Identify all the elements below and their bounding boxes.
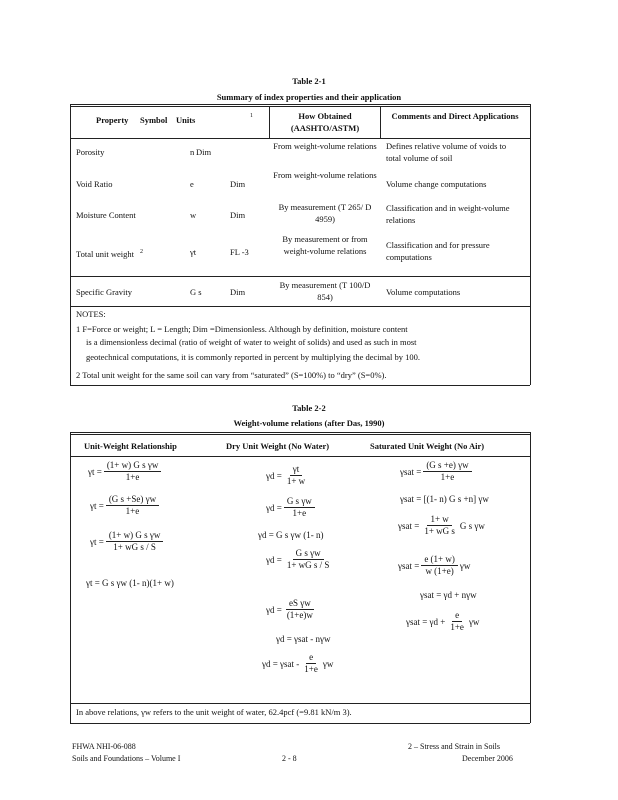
- property-label: Total unit weight: [76, 248, 134, 259]
- symbol-cell: n: [190, 147, 195, 157]
- equation-dry-unit-weight: γd = $\frac{\gamma t}{1+ w}$: [266, 464, 306, 486]
- units-cell: Dim: [230, 179, 246, 189]
- how-cell: By measurement (T 100/D 854): [279, 280, 371, 302]
- equation-saturated-unit-weight: γsat = $\frac{\text{(G s +e) γw}}{1+e}$: [400, 460, 474, 483]
- footer-right-1: 2 – Stress and Strain in Soils: [408, 742, 501, 751]
- equation-dry-unit-weight: γd = γsat - $\frac{e}{1+e}$ γw: [262, 652, 334, 674]
- equation-unit-weight: γt = G s γw (1- n)(1+ w): [86, 578, 174, 588]
- units-cell: Dim: [196, 147, 212, 157]
- equation-saturated-unit-weight: γsat = γd + nγw: [420, 590, 477, 600]
- header-property: Property: [96, 115, 129, 125]
- symbol-cell: γt: [190, 247, 197, 257]
- footer-left-2: Soils and Foundations – Volume I: [72, 754, 181, 763]
- units-cell: Dim: [230, 210, 246, 220]
- header-unit-weight: Unit-Weight Relationship: [84, 441, 177, 451]
- comments-cell: Classification and in weight-volume relations: [386, 203, 510, 225]
- units-cell: FL -3: [230, 247, 249, 257]
- symbol-cell: e: [190, 179, 194, 189]
- equation-unit-weight: γt = $\frac{\text{(1+ w) G s γw}}{\text{1+ wG s / S}}$: [90, 530, 165, 553]
- table-row-porosity: Porosity: [76, 147, 105, 157]
- table1-label: Table 2-1: [292, 76, 326, 86]
- header-dry: Dry Unit Weight (No Water): [226, 441, 330, 451]
- equation-unit-weight: γt = $\frac{\text{(G s +Se) γw}}{1+e}$: [90, 494, 161, 517]
- equation-saturated-unit-weight: γsat = $\frac{e (1+ w)}{w (1+e)}$ γw: [398, 554, 471, 576]
- equation-dry-unit-weight: γd = $\frac{\text{G s γw}}{\text{1+ wG s / S}}$: [266, 548, 330, 570]
- header-comments: Comments and Direct Applications: [391, 111, 519, 121]
- header-how-obtained: How Obtained (AASHTO/ASTM): [290, 111, 360, 133]
- comments-cell: Volume computations: [386, 287, 461, 297]
- equation-saturated-unit-weight: γsat = γd + $\frac{e}{1+e}$ γw: [406, 610, 480, 632]
- header-saturated: Saturated Unit Weight (No Air): [370, 441, 485, 451]
- comments-cell: Classification and for pressure computations: [386, 240, 490, 262]
- table2-label: Table 2-2: [292, 403, 326, 413]
- equation-dry-unit-weight: γd = $\frac{\text{G s γw}}{1+e}$: [266, 496, 317, 519]
- table1-title: Summary of index properties and their application: [216, 92, 402, 102]
- how-cell: By measurement (T 265/ D 4959): [278, 202, 372, 224]
- symbol-cell: w: [190, 210, 197, 220]
- comments-cell: Volume change computations: [386, 179, 487, 189]
- equation-saturated-unit-weight: γsat = $\frac{1+ w}{\text{1+ wG s}}$ G s γw: [398, 514, 485, 536]
- notes-title: NOTES:: [76, 309, 106, 319]
- how-cell: By measurement or from weight-volume relations: [282, 234, 368, 256]
- header-units: Units: [176, 115, 196, 125]
- symbol-cell: G s: [190, 287, 202, 297]
- footer-left-1: FHWA NHI-06-088: [72, 742, 136, 751]
- footer-page-number: 2 - 8: [282, 754, 297, 763]
- table-row-void-ratio: Void Ratio: [76, 179, 113, 189]
- equation-dry-unit-weight: γd = G s γw (1- n): [258, 530, 324, 540]
- note-line: 1 F=Force or weight; L = Length; Dim =Dimensionless. Although by definition, moisture content: [76, 324, 408, 334]
- note-line: geotechnical computations, it is commonly reported in percent by multiplying the decimal by 100.: [86, 352, 421, 362]
- footer-right-2: December 2006: [462, 754, 513, 763]
- units-cell: Dim: [230, 287, 246, 297]
- equation-saturated-unit-weight: γsat = [(1- n) G s +n] γw: [400, 494, 489, 504]
- header-symbol: Symbol: [140, 115, 168, 125]
- table2-footnote: In above relations, γw refers to the unit weight of water, 62.4pcf (=9.81 kN/m 3).: [76, 707, 352, 717]
- how-cell: From weight-volume relations: [273, 170, 377, 180]
- note-line: 2 Total unit weight for the same soil can vary from “saturated” (S=100%) to “dry” (S=0%).: [76, 370, 387, 380]
- table-row-specific-gravity: Specific Gravity: [76, 287, 132, 297]
- property-note: 2: [139, 249, 143, 255]
- equation-dry-unit-weight: γd = $\frac{\text{eS γw}}{(1+e)w}$: [266, 598, 313, 620]
- equation-dry-unit-weight: γd = γsat - nγw: [276, 634, 331, 644]
- equation-unit-weight: γt = $\frac{\text{(1+ w) G s γw}}{1+e}$: [88, 460, 163, 483]
- table-row-total-unit-weight: [76, 246, 143, 260]
- comments-cell: Defines relative volume of voids to total volume of soil: [386, 141, 507, 163]
- table-row-moisture-content: Moisture Content: [76, 210, 136, 220]
- table2-title: Weight-volume relations (after Das, 1990): [233, 418, 385, 428]
- how-cell: From weight-volume relations: [273, 141, 377, 151]
- note-line: is a dimensionless decimal (ratio of weight of water to weight of solids) and used as such in most: [86, 337, 417, 347]
- header-units-note: 1: [250, 113, 253, 119]
